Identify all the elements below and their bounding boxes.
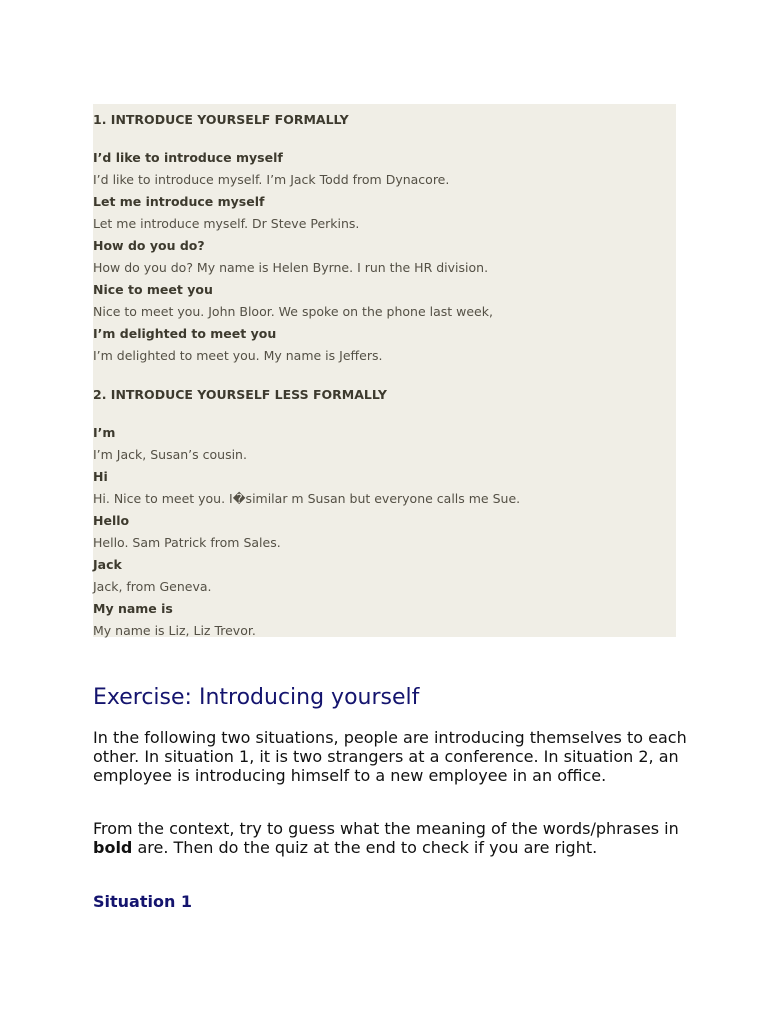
informal-example-2: Hi. Nice to meet you. I�similar m Susan but everyone calls me Sue. xyxy=(93,491,521,506)
formal-phrase-3: How do you do? xyxy=(93,238,205,253)
informal-phrase-2: Hi xyxy=(93,469,108,484)
informal-example-3: Hello. Sam Patrick from Sales. xyxy=(93,535,281,550)
formal-phrase-4: Nice to meet you xyxy=(93,282,213,297)
informal-phrase-1: I’m xyxy=(93,425,116,440)
formal-phrase-2: Let me introduce myself xyxy=(93,194,265,209)
formal-example-2: Let me introduce myself. Dr Steve Perkins. xyxy=(93,216,360,231)
informal-example-4: Jack, from Geneva. xyxy=(93,579,212,594)
instructions-text-end: are. Then do the quiz at the end to check if you are right. xyxy=(132,838,598,857)
informal-example-5: My name is Liz, Liz Trevor. xyxy=(93,623,256,638)
intro-paragraph: In the following two situations, people are introducing themselves to each other. In situation 1, it is two strangers at a conference. In situation 2, an employee is introducing himself to a new employee in an office. xyxy=(93,728,687,785)
formal-phrase-5: I’m delighted to meet you xyxy=(93,326,277,341)
informal-heading: 2. INTRODUCE YOURSELF LESS FORMALLY xyxy=(93,387,387,402)
informal-phrase-3: Hello xyxy=(93,513,130,528)
informal-example-1: I’m Jack, Susan’s cousin. xyxy=(93,447,247,462)
formal-example-3: How do you do? My name is Helen Byrne. I run the HR division. xyxy=(93,260,489,275)
informal-phrase-4: Jack xyxy=(93,557,122,572)
formal-example-1: I’d like to introduce myself. I’m Jack Todd from Dynacore. xyxy=(93,172,450,187)
instructions-text-start: From the context, try to guess what the meaning of the words/phrases in xyxy=(93,819,679,838)
situation-heading: Situation 1 xyxy=(93,892,193,911)
formal-phrase-1: I’d like to introduce myself xyxy=(93,150,283,165)
exercise-title: Exercise: Introducing yourself xyxy=(93,685,420,710)
instructions-paragraph xyxy=(93,819,693,857)
formal-example-4: Nice to meet you. John Bloor. We spoke on the phone last week, xyxy=(93,304,493,319)
instructions-bold-word: bold xyxy=(93,838,133,857)
formal-heading: 1. INTRODUCE YOURSELF FORMALLY xyxy=(93,112,349,127)
formal-example-5: I’m delighted to meet you. My name is Jeffers. xyxy=(93,348,383,363)
phrases-panel xyxy=(93,104,676,637)
informal-phrase-5: My name is xyxy=(93,601,173,616)
